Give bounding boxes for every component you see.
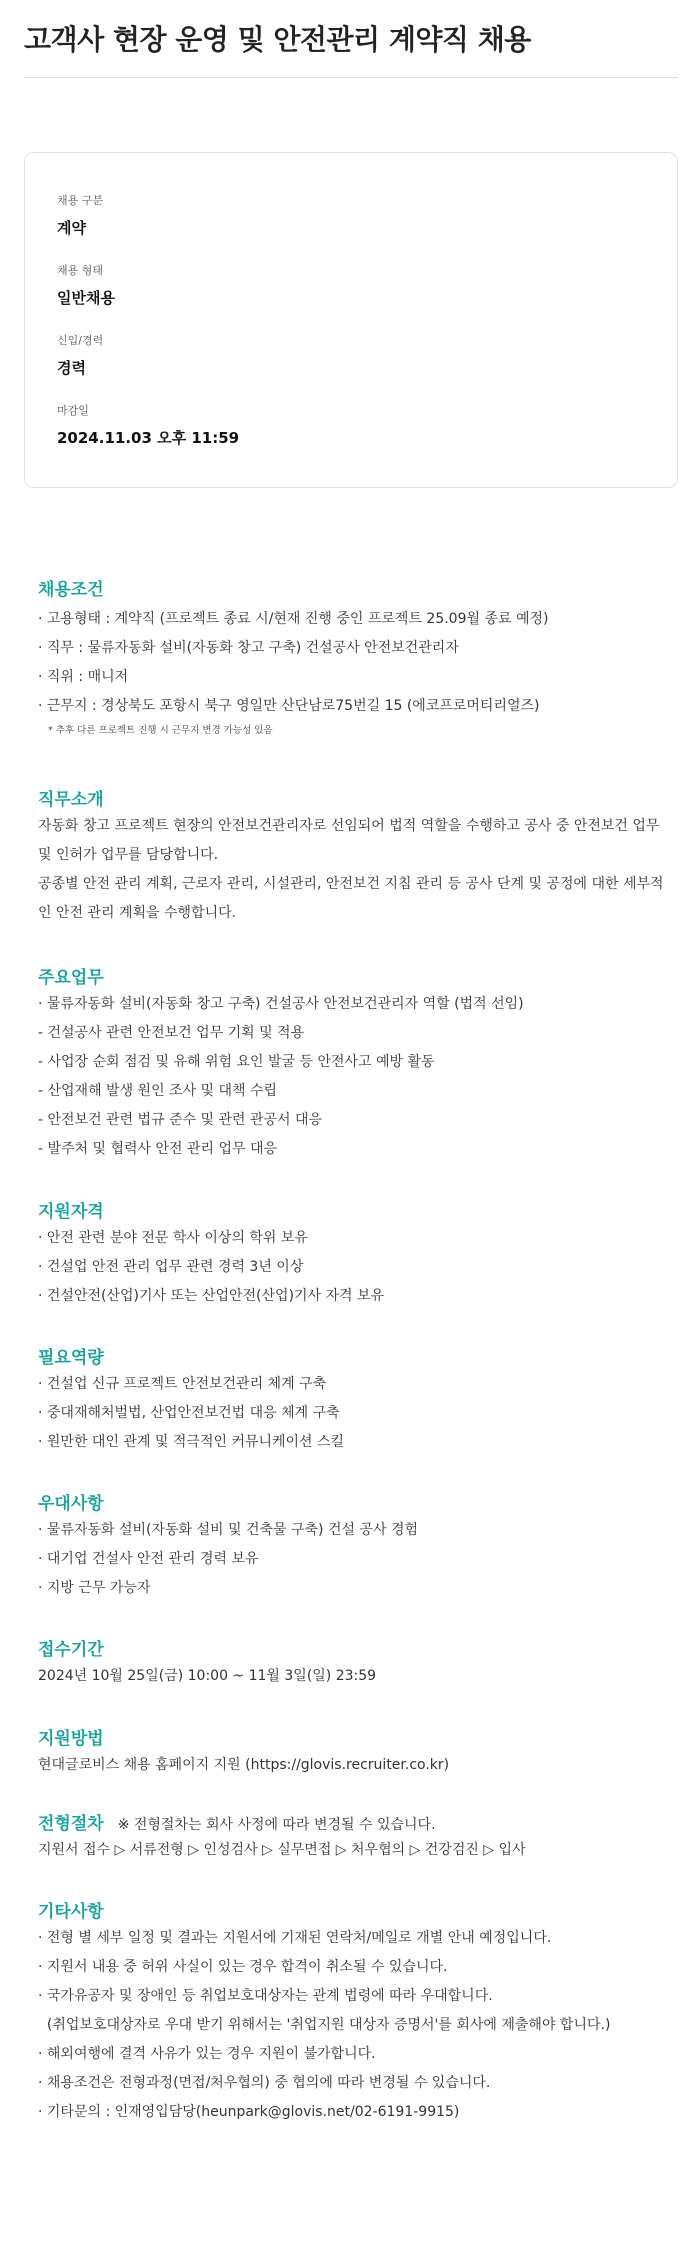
list-item: · 기타문의 : 인재영입담당(heunpark@glovis.net/02-6191-9915) — [38, 2104, 460, 2120]
section-conditions — [38, 578, 678, 741]
summary-card — [24, 152, 678, 488]
list-item: · 직위 : 매니저 — [38, 669, 129, 685]
section-title: 전형절차 — [38, 1814, 104, 1834]
section-title: 기타사항 — [38, 1902, 104, 1922]
page-title: 고객사 현장 운영 및 안전관리 계약직 채용 — [24, 22, 531, 56]
summary-label: 채용 구분 — [57, 194, 104, 207]
paragraph-line: 인 안전 관리 계획을 수행합니다. — [38, 905, 237, 921]
summary-employment-category — [57, 193, 103, 239]
paragraph-line: 및 인허가 업무를 담당합니다. — [38, 847, 219, 863]
section-title: 접수기간 — [38, 1640, 104, 1660]
section-duties — [38, 966, 678, 1164]
section-title: 지원방법 — [38, 1729, 104, 1749]
list-item: - 안전보건 관련 법규 준수 및 관련 관공서 대응 — [38, 1112, 323, 1128]
list-item: · 해외여행에 결격 사유가 있는 경우 지원이 불가합니다. — [38, 2046, 376, 2062]
list-item: · 전형 별 세부 일정 및 결과는 지원서에 기재된 연락처/메일로 개별 안내 예정입니다. — [38, 1930, 552, 1946]
summary-label: 채용 형태 — [57, 264, 104, 277]
summary-value: 일반채용 — [57, 289, 115, 307]
process-steps: 지원서 접수 ▷ 서류전형 ▷ 인성검사 ▷ 실무면접 ▷ 처우협의 ▷ 건강검진 ▷ 입사 — [38, 1842, 526, 1858]
section-qualifications — [38, 1200, 678, 1311]
list-item: - 사업장 순회 점검 및 유해 위험 요인 발굴 등 안전사고 예방 활동 — [38, 1054, 435, 1070]
section-title: 채용조건 — [38, 580, 104, 600]
summary-value: 계약 — [57, 219, 86, 237]
list-item: · 물류자동화 설비(자동화 창고 구축) 건설공사 안전보건관리자 역할 (법적 선임) — [38, 996, 524, 1012]
list-item: - 산업재해 발생 원인 조사 및 대책 수립 — [38, 1083, 278, 1099]
process-note: ※ 전형절차는 회사 사정에 따라 변경될 수 있습니다. — [117, 1817, 436, 1833]
list-item: · 대기업 건설사 안전 관리 경력 보유 — [38, 1551, 259, 1567]
list-item: · 중대재해처벌법, 산업안전보건법 대응 체계 구축 — [38, 1405, 340, 1421]
list-item: - 건설공사 관련 안전보건 업무 기획 및 적용 — [38, 1025, 305, 1041]
summary-value: 2024.11.03 오후 11:59 — [57, 429, 240, 447]
section-title: 우대사항 — [38, 1494, 104, 1514]
section-application-period — [38, 1638, 678, 1691]
list-item: - 발주처 및 협력사 안전 관리 업무 대응 — [38, 1141, 278, 1157]
list-item: · 국가유공자 및 장애인 등 취업보호대상자는 관계 법령에 따라 우대합니다. — [38, 1988, 493, 2004]
section-title: 직무소개 — [38, 790, 104, 810]
summary-career-level — [57, 333, 103, 379]
section-preferred — [38, 1492, 678, 1603]
list-item: · 지방 근무 가능자 — [38, 1580, 151, 1596]
summary-label: 마감일 — [57, 404, 89, 417]
section-competencies — [38, 1346, 678, 1457]
application-method-text: 현대글로비스 채용 홈페이지 지원 (https://glovis.recruiter.co.kr) — [38, 1757, 450, 1773]
summary-label: 신입/경력 — [57, 334, 104, 347]
section-title: 지원자격 — [38, 1202, 104, 1222]
list-item: · 건설업 안전 관리 업무 관련 경력 3년 이상 — [38, 1259, 304, 1275]
list-item: · 지원서 내용 중 허위 사실이 있는 경우 합격이 취소될 수 있습니다. — [38, 1959, 448, 1975]
list-item: · 안전 관련 분야 전문 학사 이상의 학위 보유 — [38, 1230, 308, 1246]
list-item: · 원만한 대인 관계 및 적극적인 커뮤니케이션 스킬 — [38, 1434, 345, 1450]
list-item: · 물류자동화 설비(자동화 설비 및 건축물 구축) 건설 공사 경험 — [38, 1522, 419, 1538]
list-item: · 채용조건은 전형과정(면접/처우협의) 중 협의에 따라 변경될 수 있습니다. — [38, 2075, 491, 2091]
list-item: · 건설안전(산업)기사 또는 산업안전(산업)기사 자격 보유 — [38, 1288, 385, 1304]
section-application-method — [38, 1727, 678, 1780]
paragraph-line: 자동화 창고 프로젝트 현장의 안전보건관리자로 선임되어 법적 역할을 수행하고 공사 중 안전보건 업무 — [38, 818, 660, 834]
summary-value: 경력 — [57, 359, 86, 377]
paragraph-line: 공종별 안전 관리 계획, 근로자 관리, 시설관리, 안전보건 지침 관리 등 공사 단계 및 공정에 대한 세부적 — [38, 876, 664, 892]
application-period-text: 2024년 10월 25일(금) 10:00 ~ 11월 3일(일) 23:59 — [38, 1668, 377, 1684]
workplace-note: * 추후 다른 프로젝트 진행 시 근무지 변경 가능성 있음 — [48, 725, 273, 736]
section-title: 주요업무 — [38, 968, 104, 988]
summary-deadline — [57, 403, 239, 449]
section-job-intro — [38, 788, 678, 928]
list-item: · 고용형태 : 계약직 (프로젝트 종료 시/현재 진행 중인 프로젝트 25.09월 종료 예정) — [38, 611, 549, 627]
list-item: (취업보호대상자로 우대 받기 위해서는 '취업지원 대상자 증명서'를 회사에 제출해야 합니다.) — [38, 2017, 611, 2033]
summary-employment-type — [57, 263, 115, 309]
section-etc — [38, 1900, 678, 2127]
list-item: · 직무 : 물류자동화 설비(자동화 창고 구축) 건설공사 안전보건관리자 — [38, 640, 459, 656]
section-title: 필요역량 — [38, 1348, 104, 1368]
list-item: · 근무지 : 경상북도 포항시 북구 영일만 산단남로75번길 15 (에코프로머티리얼즈) — [38, 698, 540, 714]
section-process — [38, 1812, 678, 1865]
title-divider — [24, 77, 678, 78]
list-item: · 건설업 신규 프로젝트 안전보건관리 체계 구축 — [38, 1376, 327, 1392]
